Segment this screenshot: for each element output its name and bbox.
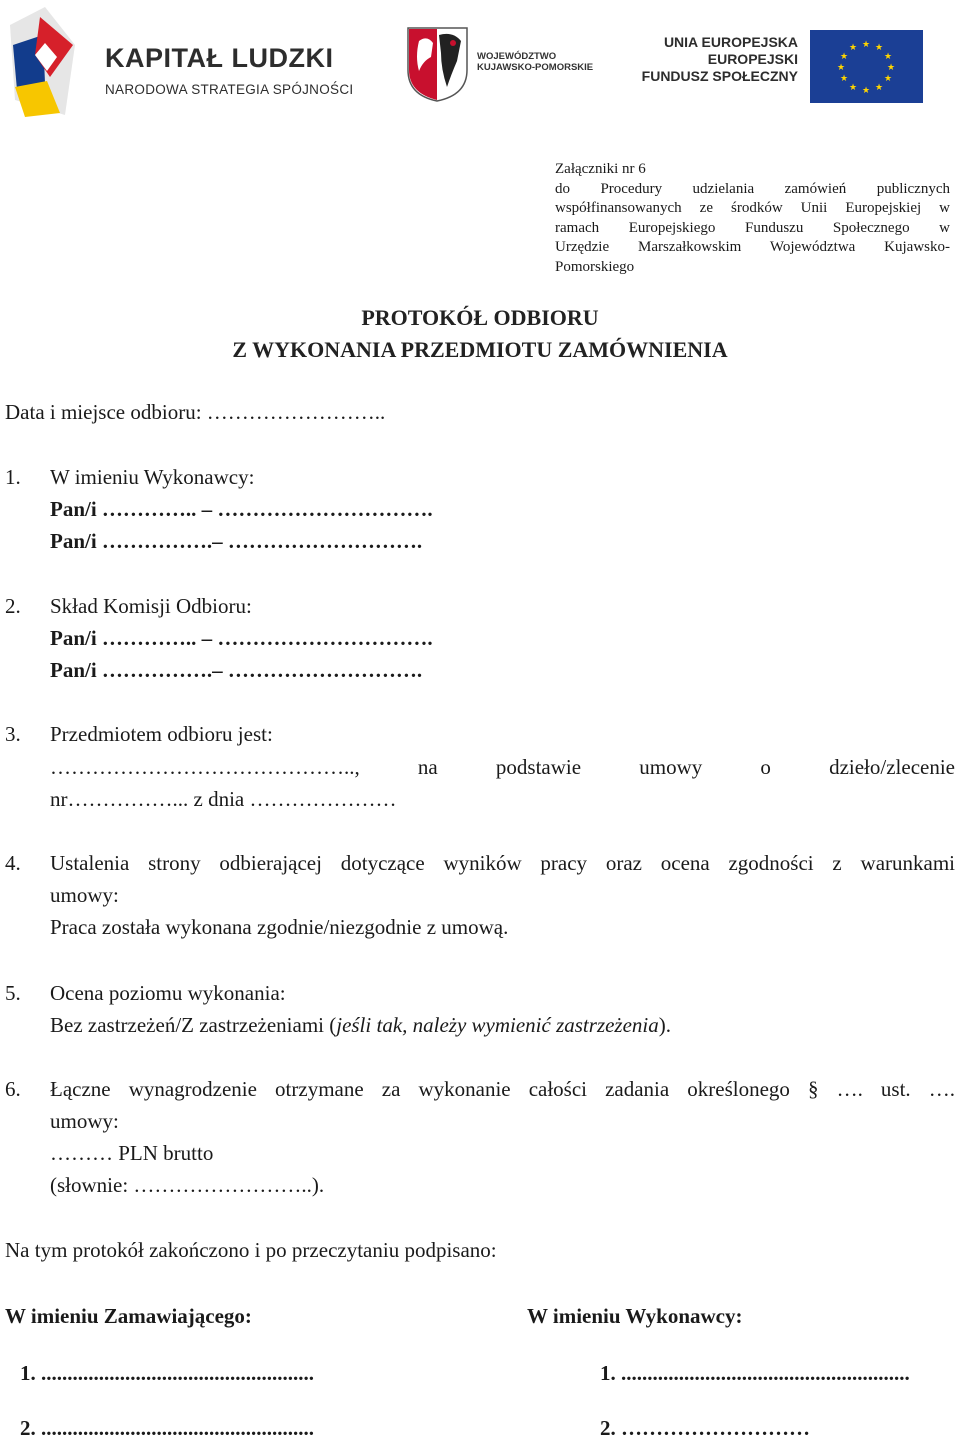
section-3-subject-line: …………………………………….., na podstawie umowy o dzieło/zlecenie: [50, 755, 955, 779]
section-5-italic-note: jeśli tak, należy wymienić zastrzeżenia: [336, 1013, 659, 1037]
section-4-number: 4.: [5, 851, 21, 875]
section-3-label: Przedmiotem odbioru jest:: [50, 722, 273, 746]
section-1-person-1: Pan/i ………….. – ………………………….: [50, 497, 433, 521]
svg-text:★: ★: [836, 63, 846, 73]
signature-heading-contracting-party: W imieniu Zamawiającego:: [5, 1304, 252, 1328]
annex-line-5: Urzędzie Marszałkowskim Województwa Kujawsko-: [555, 239, 950, 255]
document-title-line1: PROTOKÓŁ ODBIORU: [361, 305, 599, 330]
annex-line-2: do Procedury udzielania zamówień publicznych: [555, 180, 950, 197]
svg-text:★: ★: [848, 43, 858, 53]
section-5-plain-text: Bez zastrzeżeń/Z zastrzeżeniami (: [50, 1013, 337, 1037]
section-6-amount: ……… PLN brutto: [50, 1141, 214, 1165]
eu-flag-icon: [810, 30, 923, 103]
closing-statement: Na tym protokół zakończono i po przeczytaniu podpisano:: [5, 1238, 497, 1262]
wojewodztwo-coat-of-arms-icon: [405, 25, 470, 103]
signature-left-line-1: 1. ....................................................: [20, 1361, 314, 1385]
section-6-amount-words: (słownie: ……………………..).: [50, 1173, 325, 1197]
section-5-end-text: ).: [658, 1013, 672, 1037]
kapital-ludzki-title: KAPITAŁ LUDZKI: [105, 43, 334, 73]
svg-text:★: ★: [848, 83, 858, 93]
section-6-line-1: Łączne wynagrodzenie otrzymane za wykonanie całości zadania określonego § …. ust. ….: [50, 1077, 955, 1101]
svg-text:★: ★: [839, 74, 849, 84]
signature-right-line-2: 2. ………………………: [600, 1416, 810, 1440]
annex-line-4: ramach Europejskiego Funduszu Społecznego w: [555, 219, 950, 236]
section-6-number: 6.: [5, 1077, 21, 1101]
wojewodztwo-logo: [405, 25, 605, 105]
section-3-contract-line: nr……………... z dnia …………………: [50, 787, 397, 811]
svg-text:★: ★: [883, 52, 893, 62]
section-1-number: 1.: [5, 465, 21, 489]
svg-text:★: ★: [874, 83, 884, 93]
section-2-number: 2.: [5, 594, 21, 618]
document-title-line2: Z WYKONANIA PRZEDMIOTU ZAMÓWNIENIA: [232, 337, 728, 362]
date-place-field: Data i miejsce odbioru: ……………………..: [5, 400, 386, 424]
kapital-ludzki-subtitle: NARODOWA STRATEGIA SPÓJNOŚCI: [105, 82, 354, 97]
svg-text:★: ★: [861, 86, 871, 96]
wojewodztwo-name: [477, 51, 593, 73]
section-3-number: 3.: [5, 722, 21, 746]
kapital-ludzki-logo: [5, 5, 365, 120]
annex-note: [555, 160, 950, 277]
annex-line-1: Załączniki nr 6: [555, 161, 646, 177]
section-4-line-1: Ustalenia strony odbierającej dotyczące wyników pracy oraz ocena zgodności z warunkami: [50, 851, 955, 875]
section-4-line-3: Praca została wykonana zgodnie/niezgodnie z umową.: [50, 915, 509, 939]
svg-text:★: ★: [883, 74, 893, 84]
section-5-label: Ocena poziomu wykonania:: [50, 981, 286, 1005]
wojewodztwo-line2: KUJAWSKO-POMORSKIE: [477, 62, 594, 73]
section-1-label: W imieniu Wykonawcy:: [50, 465, 255, 489]
section-1-person-2: Pan/i …………….– ……………………….: [50, 529, 423, 553]
unia-europejska-line2: EUROPEJSKI: [707, 51, 798, 67]
unia-europejska-logo: [638, 30, 928, 105]
unia-europejska-line1: UNIA EUROPEJSKA: [663, 34, 798, 50]
unia-europejska-line3: FUNDUSZ SPOŁECZNY: [641, 68, 798, 84]
kapital-ludzki-emblem-icon: [5, 5, 85, 120]
annex-line-6: Pomorskiego: [555, 258, 635, 275]
section-4-line-2: umowy:: [50, 883, 119, 907]
svg-text:★: ★: [886, 63, 896, 73]
section-5-assessment-line: [50, 1009, 671, 1041]
wojewodztwo-line1: WOJEWÓDZTWO: [477, 51, 557, 62]
section-2-person-1: Pan/i ………….. – ………………………….: [50, 626, 433, 650]
section-6-line-2: umowy:: [50, 1109, 119, 1133]
section-2-person-2: Pan/i …………….– ……………………….: [50, 658, 423, 682]
svg-text:★: ★: [839, 52, 849, 62]
section-2-label: Skład Komisji Odbioru:: [50, 594, 252, 618]
svg-text:★: ★: [874, 43, 884, 53]
signature-right-line-1: 1. .......................................................: [600, 1361, 910, 1385]
section-5-number: 5.: [5, 981, 21, 1005]
svg-text:★: ★: [861, 40, 871, 50]
signature-heading-contractor: W imieniu Wykonawcy:: [527, 1304, 743, 1328]
unia-europejska-text: [638, 34, 798, 85]
annex-line-3: współfinansowanych ze środków Unii Europejskiej w: [555, 200, 950, 216]
signature-left-line-2: 2. ....................................................: [20, 1416, 314, 1440]
